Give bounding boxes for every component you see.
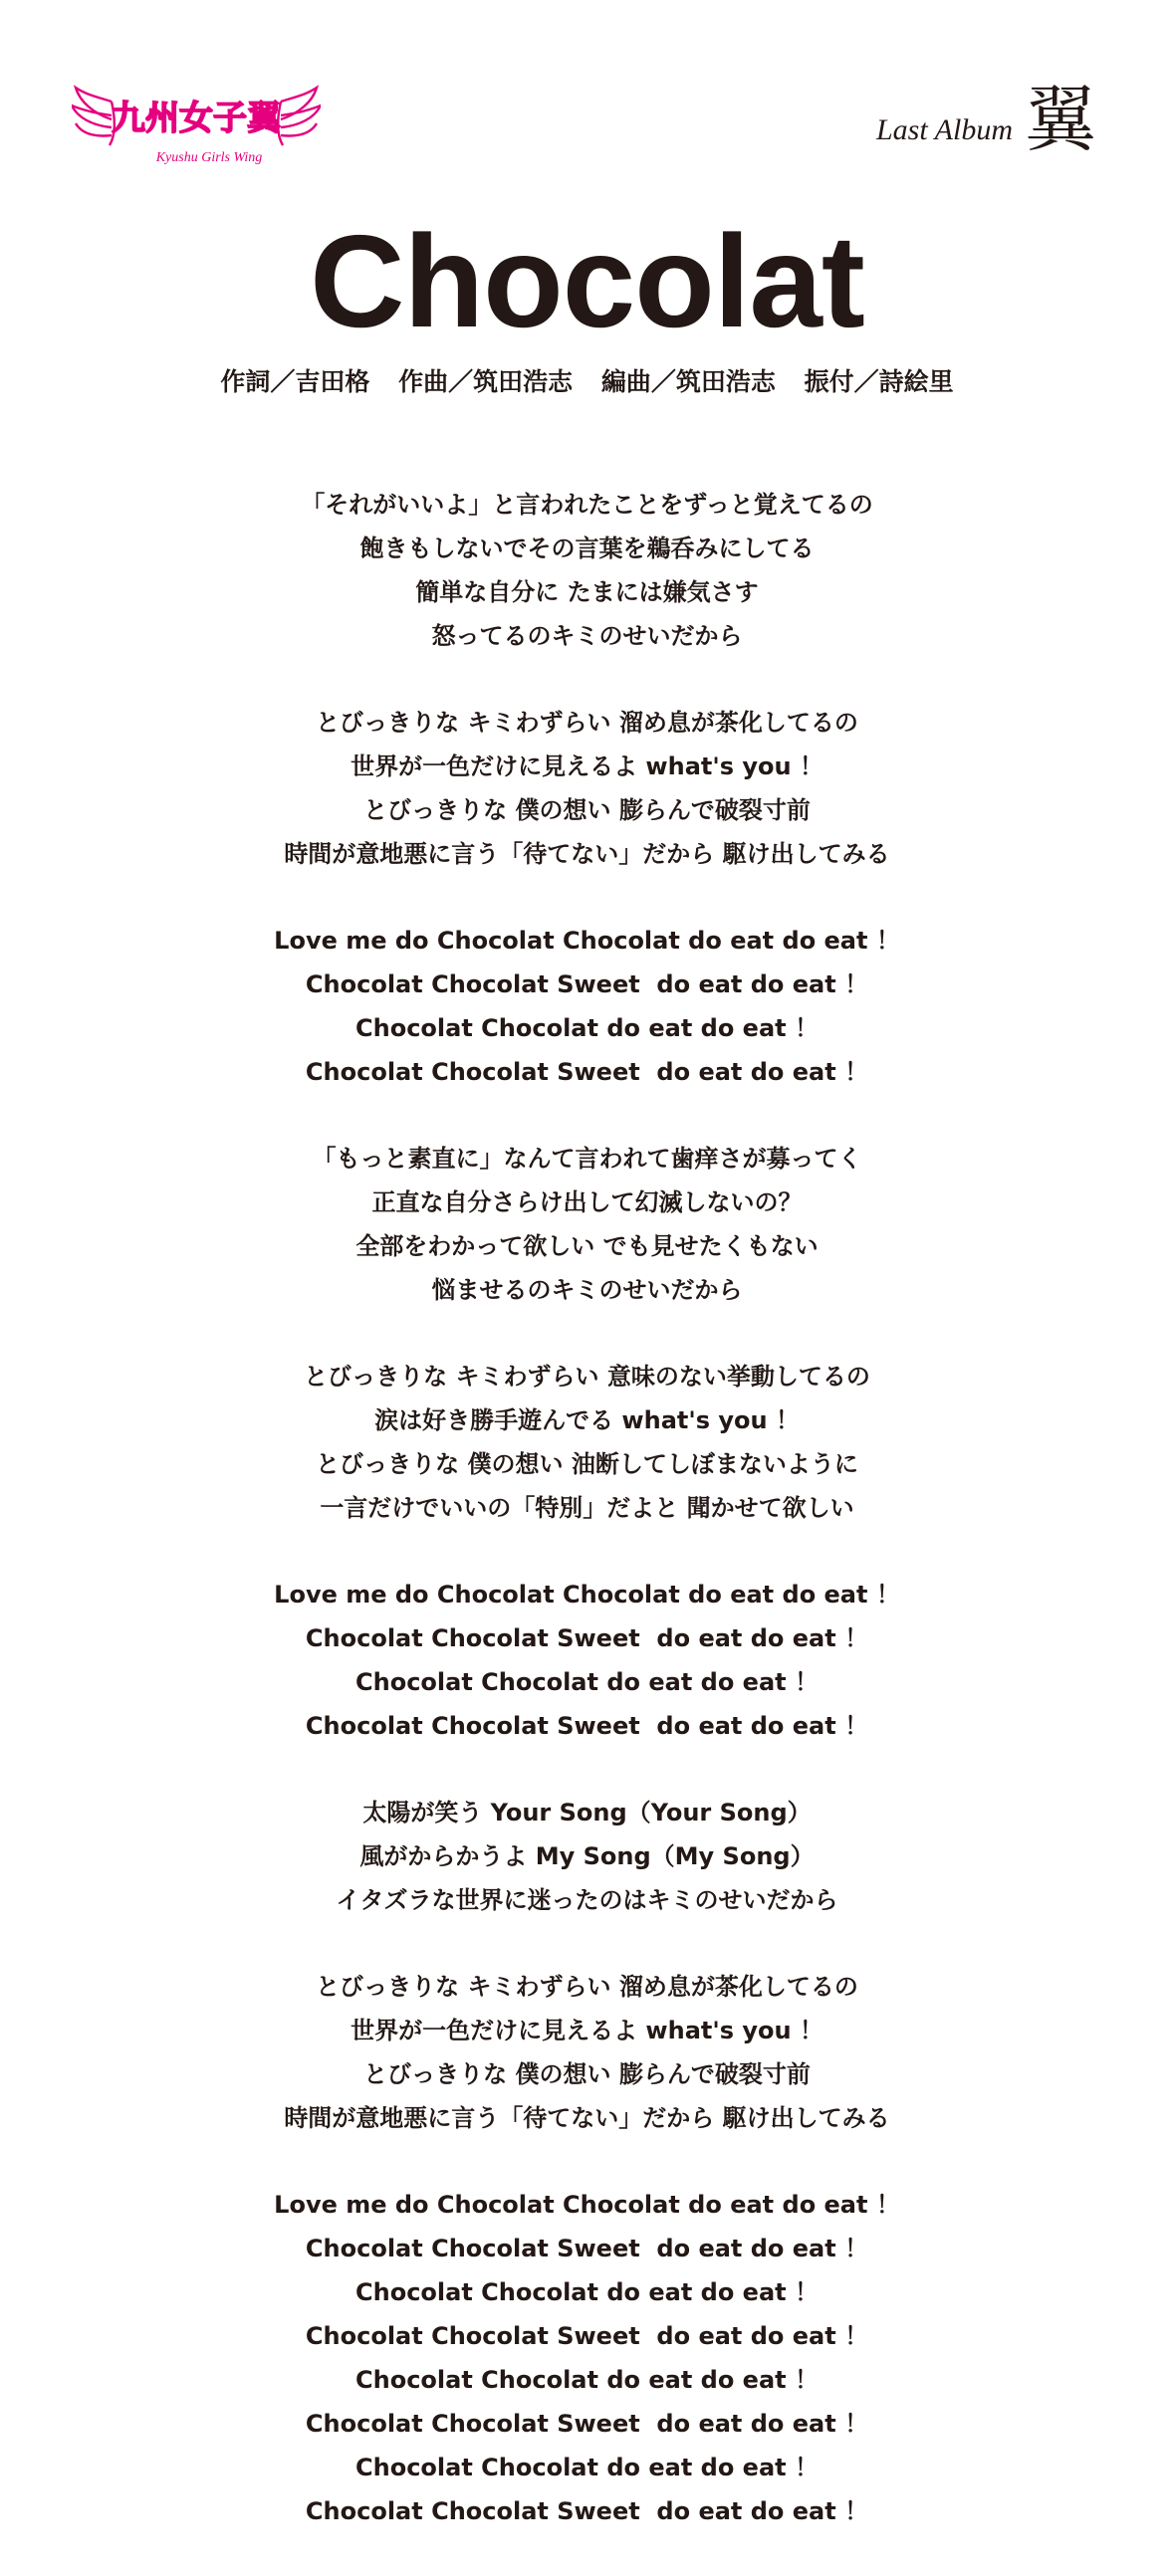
lyric-line: 全部をわかって欲しい でも見せたくもない [355, 1232, 819, 1260]
lyric-line: 正直な自分さらけ出して幻滅しないの？ [371, 1188, 803, 1216]
lyric-line: Chocolat Chocolat do eat do eat ！ [355, 2454, 819, 2481]
right-wing-icon [278, 88, 321, 145]
lyric-line: 飽きもしないでその言葉を鵜呑みにしてる [359, 535, 815, 562]
lyric-line: Chocolat Chocolat do eat do eat ！ [355, 2366, 819, 2394]
lyric-line: とびっきりな 僕の想い 油断してしぼまないように [316, 1450, 858, 1478]
lyrics-stanza [0, 1965, 1174, 2140]
lyric-line: Chocolat Chocolat Sweet do eat do eat ！ [305, 1712, 869, 1740]
lyric-line: Chocolat Chocolat Sweet do eat do eat ！ [305, 2235, 869, 2262]
lyric-line: 一言だけでいいの「特別」だよと 聞かせて欲しい [320, 1494, 854, 1522]
lyrics-stanza [0, 483, 1174, 658]
lyric-line: とびっきりな キミわずらい 溜め息が茶化してるの [316, 1973, 858, 2001]
lyric-line: 簡単な自分に たまには嫌気さす [415, 578, 759, 606]
lyric-line: Chocolat Chocolat Sweet do eat do eat ！ [305, 970, 869, 998]
lyric-line: Love me do Chocolat Chocolat do eat do eat ！ [274, 2191, 900, 2219]
album-label: Last Album [876, 113, 1013, 146]
lyrics-stanza [0, 701, 1174, 876]
song-title: Chocolat [310, 208, 864, 354]
lyric-line: 風がからかうよ My Song（My Song） [359, 1842, 815, 1870]
left-wing-icon [72, 88, 115, 145]
lyric-line: イタズラな世界に迷ったのはキミのせいだから [336, 1886, 838, 1914]
lyric-line: 怒ってるのキミのせいだから [431, 622, 743, 650]
lyric-line: 世界が一色だけに見えるよ what's you ！ [351, 2017, 823, 2044]
lyrics-stanza [0, 1791, 1174, 1922]
lyrics-stanza [0, 919, 1174, 1094]
lyric-line: Love me do Chocolat Chocolat do eat do eat ！ [274, 1581, 900, 1609]
lyric-line: とびっきりな 僕の想い 膨らんで破裂寸前 [363, 2060, 811, 2088]
credit-choreography: 振付／詩絵里 [804, 367, 954, 396]
credit-arrangement: 編曲／筑田浩志 [600, 367, 776, 396]
lyric-line: Chocolat Chocolat do eat do eat ！ [355, 1014, 819, 1042]
lyric-line: 「もっと素直に」なんて言われて歯痒さが募ってく [312, 1145, 862, 1173]
lyric-line: 時間が意地悪に言う「待てない」だから 駆け出してみる [284, 2104, 890, 2132]
lyrics-stanza [0, 1573, 1174, 1748]
logo-text: 九州女子翼 [112, 99, 281, 138]
lyric-line: 悩ませるのキミのせいだから [431, 1276, 743, 1304]
lyric-line: Chocolat Chocolat Sweet do eat do eat ！ [305, 2322, 869, 2350]
lyric-line: 時間が意地悪に言う「待てない」だから 駆け出してみる [284, 840, 890, 868]
lyric-line: Chocolat Chocolat do eat do eat ！ [355, 1668, 819, 1696]
lyric-line: 太陽が笑う Your Song（Your Song） [362, 1799, 812, 1826]
lyric-line: とびっきりな キミわずらい 溜め息が茶化してるの [316, 709, 858, 737]
album-header [876, 76, 1096, 161]
lyric-line: Chocolat Chocolat Sweet do eat do eat ！ [305, 2497, 869, 2525]
lyrics-stanza [0, 1355, 1174, 1530]
album-name: 翼 [1024, 78, 1096, 161]
lyric-line: 「それがいいよ」と言われたことをずっと覚えてるの [301, 491, 873, 519]
song-credits [0, 362, 1174, 398]
logo-subtext: Kyushu Girls Wing [155, 150, 263, 165]
lyrics-stanza [0, 2183, 1174, 2533]
credit-lyrics: 作詞／吉田格 [220, 367, 370, 396]
credit-composition: 作曲／筑田浩志 [398, 367, 574, 396]
lyric-line: 世界が一色だけに見えるよ what's you ！ [351, 752, 823, 780]
lyric-line: Chocolat Chocolat Sweet do eat do eat ！ [305, 1624, 869, 1652]
lyric-line: 涙は好き勝手遊んでる what's you ！ [374, 1406, 800, 1434]
lyrics-body [0, 483, 1174, 2576]
lyric-line: とびっきりな 僕の想い 膨らんで破裂寸前 [363, 796, 811, 824]
lyric-line: Chocolat Chocolat do eat do eat ！ [355, 2278, 819, 2306]
lyrics-stanza [0, 1137, 1174, 1312]
group-logo [72, 80, 321, 169]
lyric-line: Chocolat Chocolat Sweet do eat do eat ！ [305, 1058, 869, 1086]
lyric-line: Love me do Chocolat Chocolat do eat do eat ！ [274, 927, 900, 955]
lyric-line: Chocolat Chocolat Sweet do eat do eat ！ [305, 2410, 869, 2438]
lyric-line: とびっきりな キミわずらい 意味のない挙動してるの [304, 1363, 870, 1391]
